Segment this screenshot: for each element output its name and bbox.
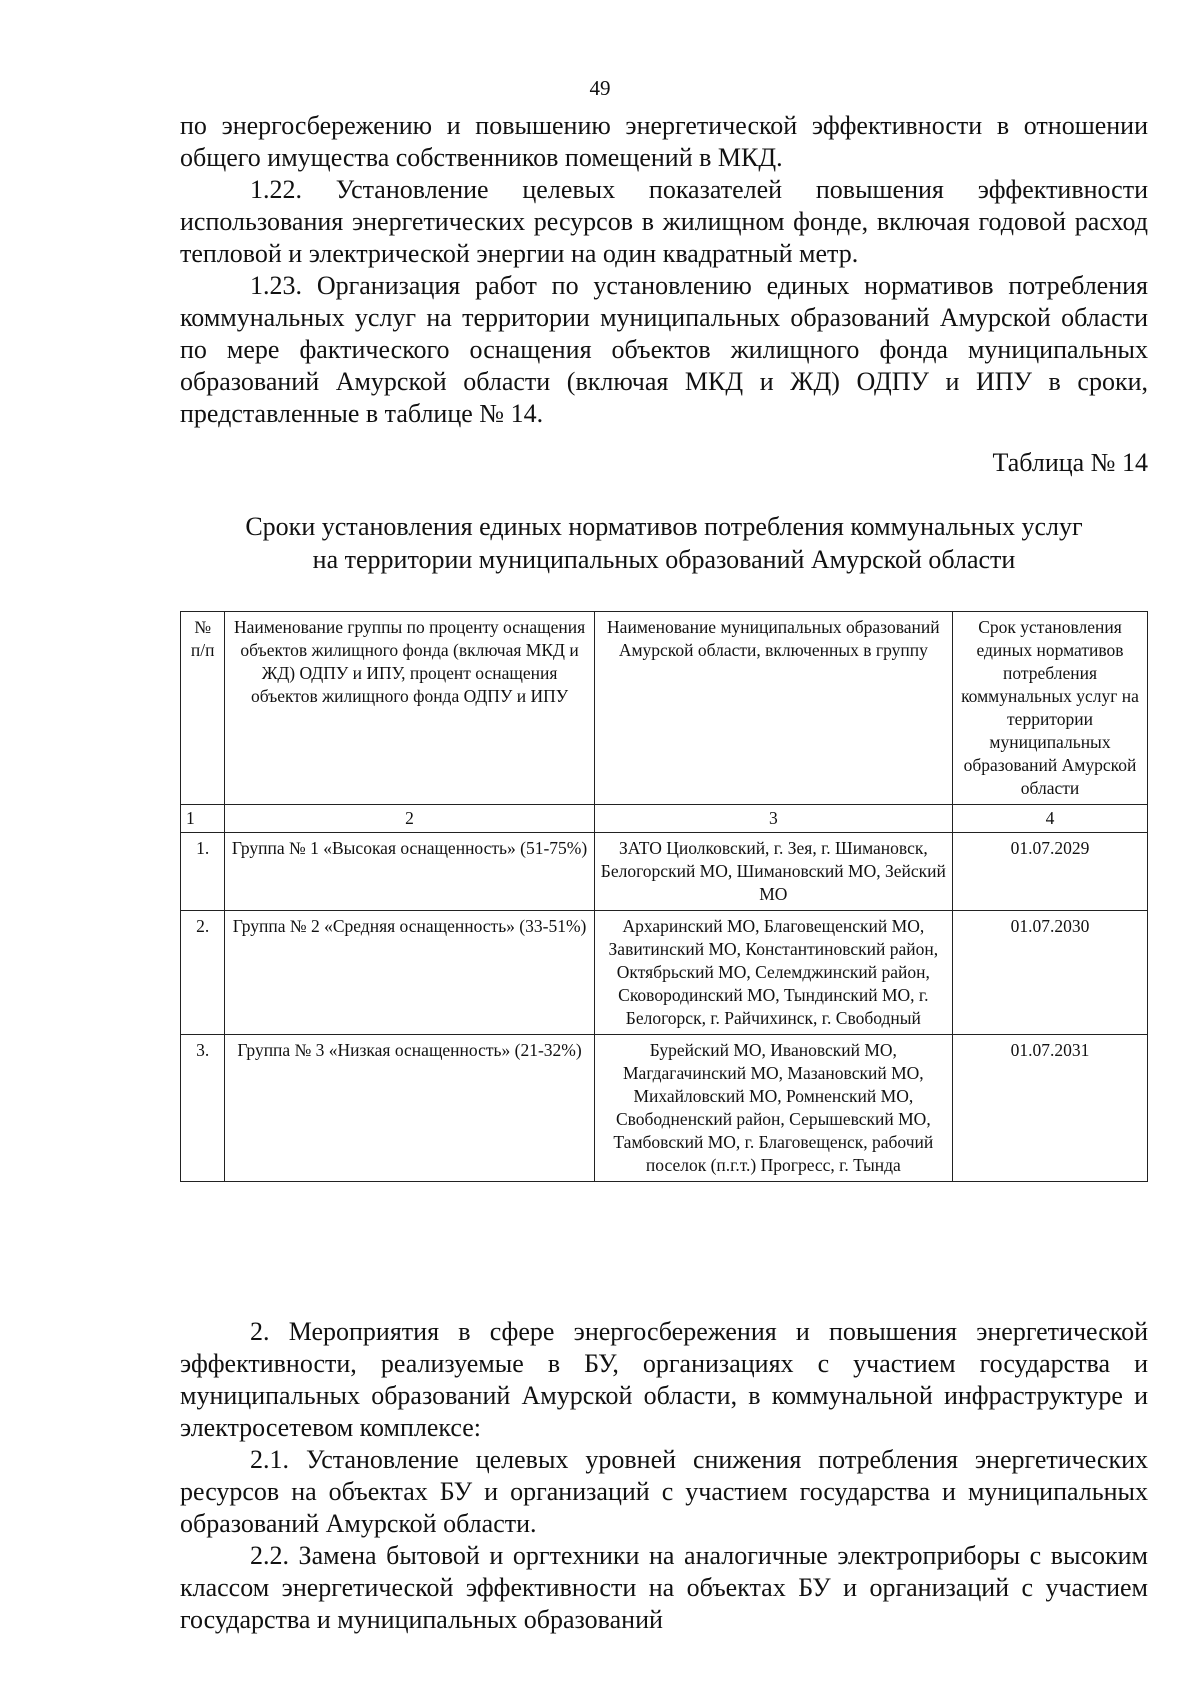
table-row — [181, 1035, 1148, 1182]
lower-text — [180, 1316, 1148, 1636]
table-title — [180, 510, 1148, 576]
row-date: 01.07.2030 — [953, 911, 1148, 1035]
page-number: 49 — [589, 76, 611, 100]
table-label: Таблица № 14 — [992, 448, 1148, 477]
header-number: № п/п — [181, 612, 225, 805]
column-number: 2 — [225, 805, 594, 833]
header-group: Наименование группы по проценту оснащения объектов жилищного фонда (включая МКД и ЖД) ОДПУ и ИПУ, процент оснащения объектов жилищного фонда ОДПУ и ИПУ — [225, 612, 594, 805]
column-number: 1 — [181, 805, 225, 833]
paragraph-intro-continuation: по энергосбережению и повышению энергетической эффективности в отношении общего имущества собственников помещений в МКД. — [180, 111, 1148, 172]
intro-text — [180, 110, 1148, 430]
row-date: 01.07.2031 — [953, 1035, 1148, 1182]
table-row — [181, 833, 1148, 911]
norms-table — [180, 611, 1148, 1182]
table-header-row — [181, 612, 1148, 805]
row-number: 3. — [181, 1035, 225, 1182]
paragraph-2: 2. Мероприятия в сфере энергосбережения и повышения энергетической эффективности, реализуемые в БУ, организациях с участием государства и муниципальных образований Амурской области, в коммунальной инфраструктуре и электросетевом комплексе: — [180, 1317, 1148, 1442]
row-municipalities: Бурейский МО, Ивановский МО, Магдагачинский МО, Мазановский МО, Михайловский МО, Ромненский МО, Свободненский район, Серышевский МО, Тамбовский МО, г. Благовещенск, рабочий поселок (п.г.т.) Прогресс, г. Тында — [594, 1035, 952, 1182]
header-municipalities: Наименование муниципальных образований Амурской области, включенных в группу — [594, 612, 952, 805]
row-number: 1. — [181, 833, 225, 911]
row-group: Группа № 3 «Низкая оснащенность» (21-32%) — [225, 1035, 594, 1182]
paragraph-2-1: 2.1. Установление целевых уровней снижения потребления энергетических ресурсов на объектах БУ и организаций с участием государства и муниципальных образований Амурской области. — [180, 1445, 1148, 1538]
row-number: 2. — [181, 911, 225, 1035]
paragraph-1-23: 1.23. Организация работ по установлению единых нормативов потребления коммунальных услуг на территории муниципальных образований Амурской области по мере фактического оснащения объектов жилищного фонда муниципальных образований Амурской области (включая МКД и ЖД) ОДПУ и ИПУ в сроки, представленные в таблице № 14. — [180, 271, 1148, 428]
row-municipalities: ЗАТО Циолковский, г. Зея, г. Шимановск, Белогорский МО, Шимановский МО, Зейский МО — [594, 833, 952, 911]
paragraph-2-2: 2.2. Замена бытовой и оргтехники на аналогичные электроприборы с высоким классом энергетической эффективности на объектах БУ и организаций с участием государства и муниципальных образований — [180, 1541, 1148, 1634]
column-number-row — [181, 805, 1148, 833]
row-group: Группа № 1 «Высокая оснащенность» (51-75%) — [225, 833, 594, 911]
column-number: 4 — [953, 805, 1148, 833]
column-number: 3 — [594, 805, 952, 833]
header-deadline: Срок установления единых нормативов потребления коммунальных услуг на территории муниципальных образований Амурской области — [953, 612, 1148, 805]
table-title-text: Сроки установления единых нормативов потребления коммунальных услуг на территории муниципальных образований Амурской области — [245, 512, 1083, 574]
table-row — [181, 911, 1148, 1035]
paragraph-1-22: 1.22. Установление целевых показателей повышения эффективности использования энергетических ресурсов в жилищном фонде, включая годовой расход тепловой и электрической энергии на один квадратный метр. — [180, 175, 1148, 268]
row-date: 01.07.2029 — [953, 833, 1148, 911]
row-municipalities: Архаринский МО, Благовещенский МО, Завитинский МО, Константиновский район, Октябрьский МО, Селемджинский район, Сковородинский МО, Тындинский МО, г. Белогорск, г. Райчихинск, г. Свободный — [594, 911, 952, 1035]
row-group: Группа № 2 «Средняя оснащенность» (33-51%) — [225, 911, 594, 1035]
